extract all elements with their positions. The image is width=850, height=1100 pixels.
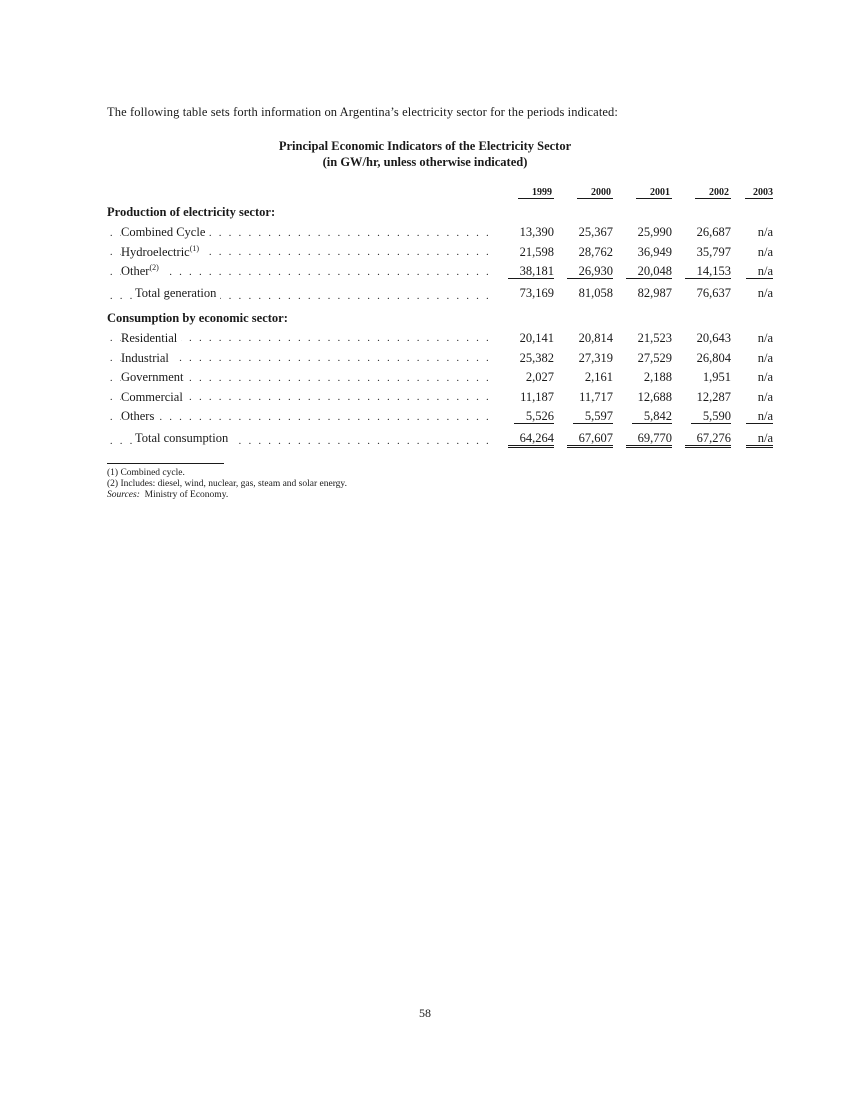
table-row: . . . Other$^{(2)}$ 38,181 26,930 20,048 14,153 n/a [107,262,773,282]
table-row: . . . Hydroelectric$^{(1)}$ 21,598 28,762 36,949 35,797 n/a [107,243,773,263]
footnote-ref: (1) [189,243,200,253]
total-row: . . . Total generation 73,169 81,058 82,987 76,637 n/a [107,282,773,306]
row-label: Total consumption [135,431,229,446]
sources-label: Sources: [107,490,140,500]
row-label: Total generation [135,286,217,301]
indicators-table [107,184,773,451]
footnote-rule [107,463,224,464]
table-title: Principal Economic Indicators of the Electricity Sector [278,139,572,153]
row-label: Industrial [121,350,169,365]
row-label: Combined Cycle [121,225,206,240]
year-header: 2002 [672,184,731,200]
table-row: . . . Commercial 11,187 11,717 12,688 12,287 n/a [107,388,773,408]
table-row: . . . Industrial 25,382 27,319 27,529 26,804 n/a [107,348,773,368]
section-heading: Consumption by economic sector: [107,310,288,325]
table-row: . . . Combined Cycle 13,390 25,367 25,990 26,687 n/a [107,223,773,243]
header-row [107,184,773,200]
year-header: 1999 [495,184,554,200]
table-row: . . . Others 5,526 5,597 5,842 5,590 n/a [107,407,773,427]
intro-text: The following table sets forth information on Argentina’s electricity sector for the periods indicated: [107,105,618,119]
table-subtitle: (in GW/hr, unless otherwise indicated) [322,155,528,169]
row-label: Government [121,370,184,385]
sources-text: Ministry of Economy. [144,490,229,500]
table-row: . . . Residential 20,141 20,814 21,523 20,643 n/a [107,329,773,349]
footnotes [107,468,347,501]
footnote-1: (1) Combined cycle. [107,468,185,478]
total-row: . . . Total consumption 64,264 67,607 69,770 67,276 n/a [107,427,773,451]
row-label: Other [121,264,150,279]
year-header: 2000 [554,184,613,200]
row-label: Others [121,409,155,424]
year-header: 2001 [613,184,672,200]
page-number: 58 [419,1006,431,1020]
year-header: 2003 [731,184,773,200]
row-label: Residential [121,331,178,346]
table-row: . . . Government 2,027 2,161 2,188 1,951 n/a [107,368,773,388]
row-label: Commercial [121,389,183,404]
row-label: Hydroelectric [121,244,190,259]
sources-note [107,490,347,501]
section-heading: Production of electricity sector: [107,205,276,219]
footnote-2: (2) Includes: diesel, wind, nuclear, gas, steam and solar energy. [107,479,347,489]
footnote-ref: (2) [149,263,159,273]
